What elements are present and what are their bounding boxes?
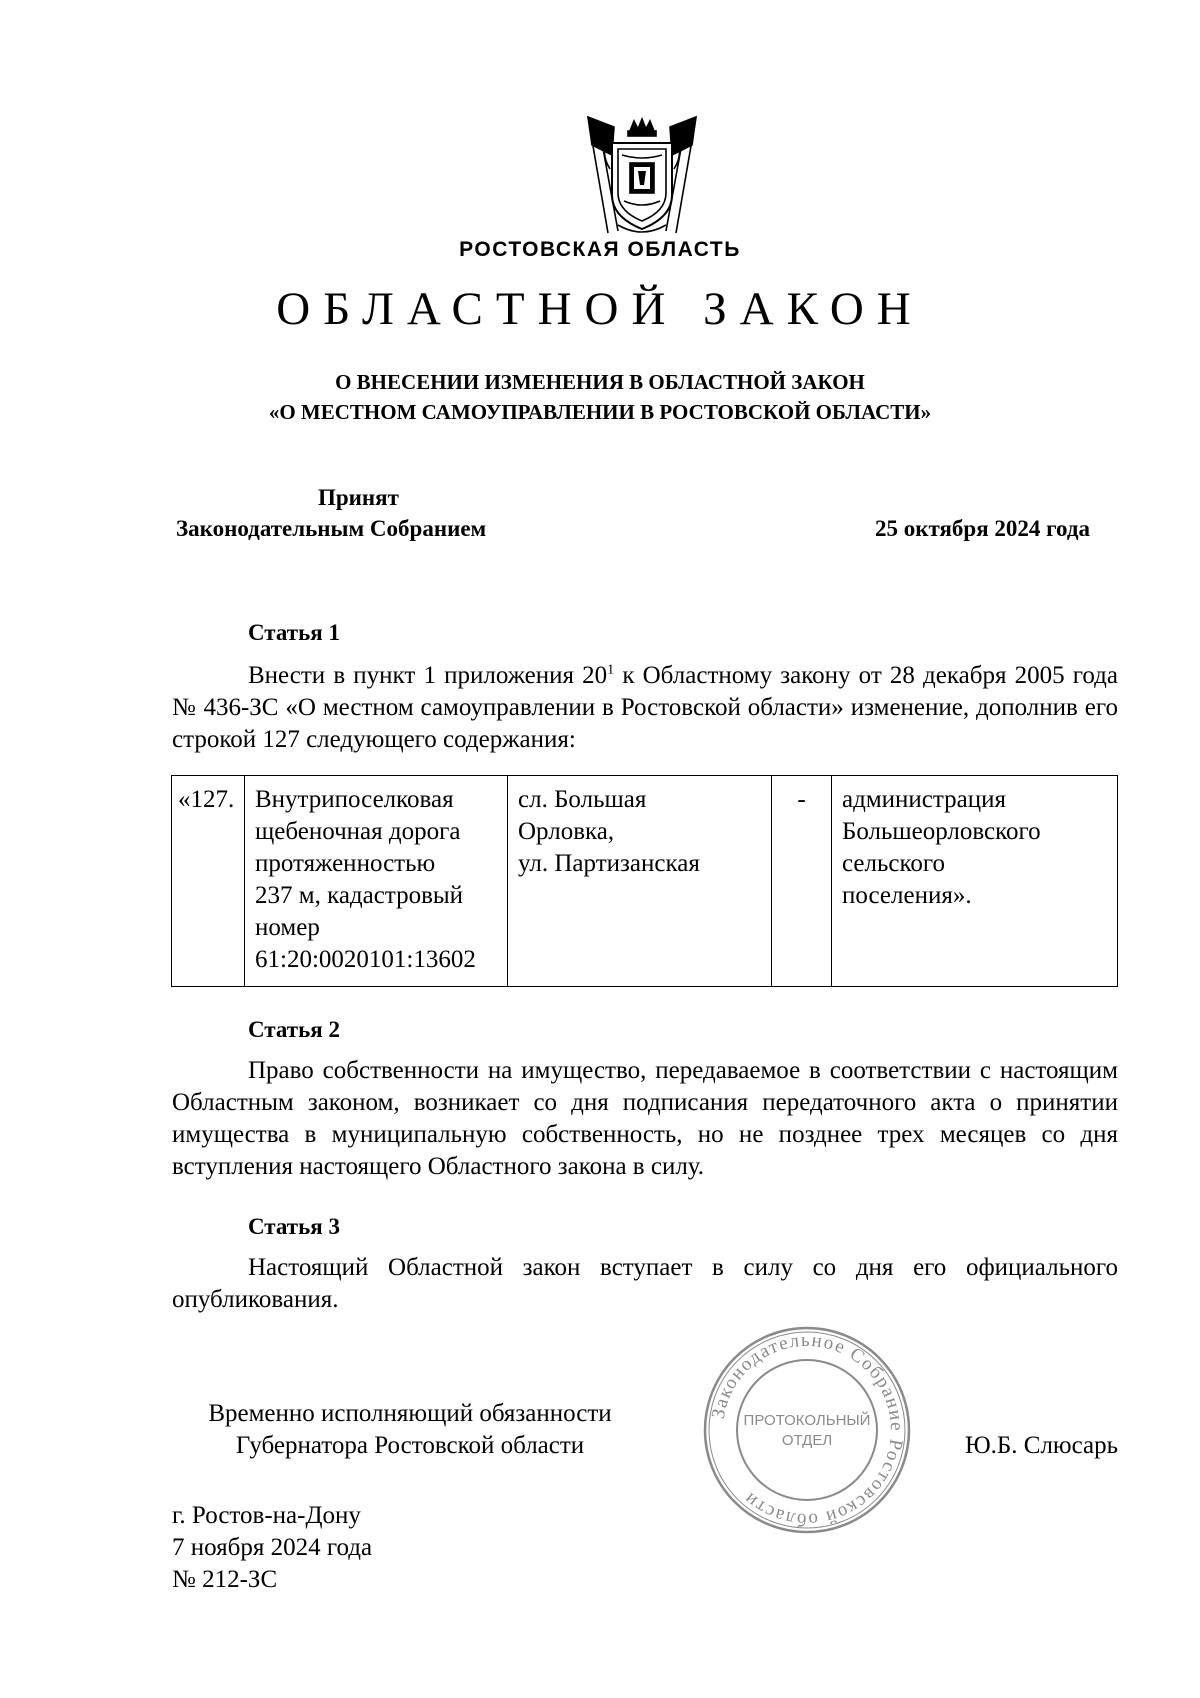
law-title [0, 367, 1200, 427]
stamp-inner-line-2: ОТДЕЛ [781, 1432, 833, 1449]
article-3-heading: Статья 3 [248, 1214, 340, 1239]
address-line: Орловка, [518, 818, 615, 845]
description-line: протяженностью [255, 850, 436, 877]
table-row [172, 776, 1118, 987]
adoption-date: 25 октября 2024 года [874, 516, 1090, 541]
article-3-text: Настоящий Областной закон вступает в силу со дня его официального опубликования. [172, 1254, 1118, 1313]
amendment-table [171, 775, 1118, 987]
description-line: 61:20:0020101:13602 [255, 946, 476, 973]
region-name: РОСТОВСКАЯ ОБЛАСТЬ [459, 238, 741, 261]
stamp-ring-text: Законодательное Собрание Ростовской области [707, 1329, 908, 1531]
law-title-line-1: О ВНЕСЕНИИ ИЗМЕНЕНИЯ В ОБЛАСТНОЙ ЗАКОН [335, 370, 865, 394]
description-line: 237 м, кадастровый [255, 882, 464, 909]
signatory-position-line-2: Губернатора Ростовской области [235, 1432, 585, 1459]
article-2-text: Право собственности на имущество, передаваемое в соответствии с настоящим Областным законом, возникает со дня подписания передаточного акта о принятии имущества в муниципальную собственность, но не позднее трех месяцев со дня вступления настоящего Областного закона в силу. [172, 1057, 1118, 1180]
article-1-text [172, 660, 1118, 756]
adopted-label: Принят [318, 485, 399, 510]
recipient-line: поселения». [842, 882, 972, 909]
dash-cell: - [772, 776, 832, 987]
law-title-line-2: «О МЕСТНОМ САМОУПРАВЛЕНИИ В РОСТОВСКОЙ ОБЛАСТИ» [268, 400, 932, 424]
document-type: ОБЛАСТНОЙ ЗАКОН [276, 283, 924, 335]
address-line: сл. Большая [518, 786, 647, 813]
recipient-line: Большеорловского [842, 818, 1041, 845]
recipient-line: администрация [842, 786, 1006, 813]
address-cell [508, 776, 772, 987]
coat-of-arms-icon [578, 113, 706, 241]
article-1-text-part-1: Внести в пункт 1 приложения 20 [248, 662, 608, 689]
article-1-superscript: 1 [607, 662, 615, 678]
address-line: ул. Партизанская [518, 850, 700, 877]
recipient-cell [832, 776, 1118, 987]
signatory-position-line-1: Временно исполняющий обязанности [208, 1400, 612, 1427]
footer-block [172, 1500, 372, 1596]
article-1-heading: Статья 1 [248, 620, 340, 645]
footer-number: № 212-ЗС [172, 1566, 278, 1593]
description-line: номер [255, 914, 320, 941]
article-2-heading: Статья 2 [248, 1017, 340, 1042]
article-1-text-part-2: к Областному закону от 28 декабря 2005 года № 436-ЗС «О местном самоуправлении в Ростовской области» изменение, дополнив его строкой 127 следующего содержания: [172, 662, 1118, 753]
description-line: щебеночная дорога [255, 818, 461, 845]
official-stamp [700, 1325, 914, 1535]
description-cell [245, 776, 508, 987]
footer-date: 7 ноября 2024 года [172, 1534, 373, 1561]
row-number-cell: «127. [172, 776, 245, 987]
recipient-line: сельского [842, 850, 945, 877]
signatory-name: Ю.Б. Слюсарь [964, 1432, 1118, 1459]
description-line: Внутрипоселковая [255, 786, 454, 813]
footer-city: г. Ростов-на-Дону [172, 1502, 361, 1529]
adopted-by: Законодательным Собранием [176, 516, 487, 541]
stamp-inner-line-1: ПРОТОКОЛЬНЫЙ [743, 1412, 871, 1429]
signatory-position [180, 1398, 640, 1462]
